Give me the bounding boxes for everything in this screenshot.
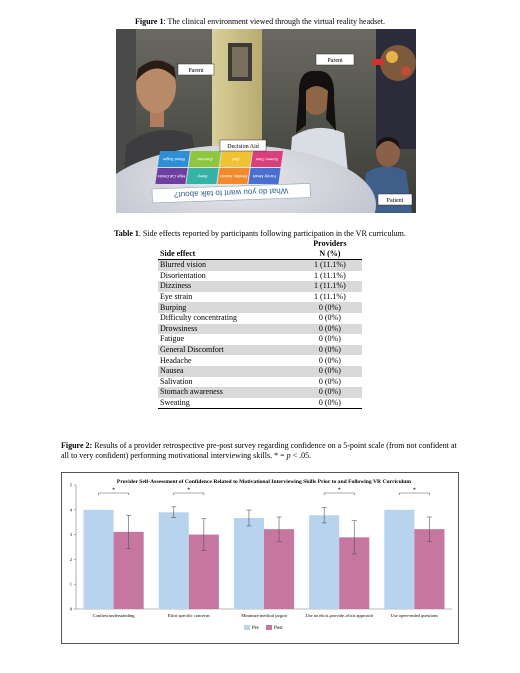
y-tick-label: 1 <box>69 581 72 587</box>
significance-marker: * <box>337 487 341 494</box>
bar-pre <box>159 512 189 609</box>
board-tile-label: Blood Sugar <box>162 157 186 162</box>
legend-swatch-pre <box>244 625 250 630</box>
providers-count-cell: 0 (0%) <box>298 302 362 313</box>
parent-left-label: Parent <box>188 68 204 74</box>
bar-pre <box>84 510 114 609</box>
y-tick-label: 2 <box>69 556 72 562</box>
side-effect-cell: Sweating <box>158 398 298 409</box>
table-1-caption-text: . Side effects reported by participants following participation in the VR curriculum. <box>138 229 406 238</box>
providers-count-cell: 1 (11.1%) <box>298 260 362 271</box>
side-effect-cell: Disorientation <box>160 270 206 280</box>
figure-2-label: Figure 2: <box>61 441 93 450</box>
header-providers <box>298 239 362 260</box>
board-tile-label: Sleep <box>196 174 208 179</box>
bar-pre <box>309 515 339 609</box>
figure-2-caption-p: p <box>286 451 291 460</box>
board-tile-label: Exercise <box>196 157 213 162</box>
side-effect-cell: Dizziness <box>158 281 298 292</box>
providers-count-cell: 1 (11.1%) <box>314 292 346 302</box>
table-row <box>158 366 362 377</box>
table-1-label: Table 1 <box>114 229 139 238</box>
table-row <box>158 324 362 335</box>
bar-pre <box>384 510 414 609</box>
providers-count-cell: 0 (0%) <box>298 366 362 377</box>
x-category-label: Confirm understanding <box>92 613 135 618</box>
side-effect-cell: Fatigue <box>160 334 184 344</box>
bar-chart-svg <box>62 473 458 643</box>
figure-2-caption-end: < .05. <box>290 451 312 460</box>
table-row <box>158 345 362 356</box>
y-tick-label: 4 <box>69 507 72 513</box>
board-tile-label: High Cal Drinks <box>157 174 186 179</box>
chart-title: Provider Self-Assessment of Confidence Related to Motivational Interviewing Skills Prior to and Following VR Curriculum <box>116 479 412 485</box>
table-row <box>158 355 362 366</box>
legend-swatch-post <box>266 625 272 630</box>
significance-marker: * <box>187 487 191 494</box>
figure-1-label: Figure 1 <box>134 17 164 26</box>
x-category-label: Elicit specific concerns <box>167 613 210 618</box>
parent-right-label: Parent <box>327 58 343 64</box>
vr-scene-illustration <box>116 29 416 213</box>
board-tile-label: Healthy Snacks <box>219 174 248 179</box>
table-row <box>158 271 362 282</box>
side-effect-cell: General Discomfort <box>158 345 298 356</box>
header-providers-line1: Providers <box>313 239 347 248</box>
side-effect-cell: Drowsiness <box>158 324 298 335</box>
side-effect-cell: Headache <box>160 355 192 365</box>
figure-1-caption-text: : The clinical environment viewed through the virtual reality headset. <box>163 17 386 26</box>
x-category-label: Use an elicit–provide–elicit approach <box>305 613 373 618</box>
board-tile-label: Family Meals <box>252 174 277 179</box>
side-effect-cell: Salivation <box>160 376 193 386</box>
providers-count-cell: 0 (0%) <box>318 334 341 344</box>
table-row <box>158 313 362 324</box>
table-row <box>158 292 362 303</box>
significance-marker: * <box>112 487 116 494</box>
board-prompt-label: What do you want to talk about? <box>173 186 289 200</box>
side-effect-cell: Blurred vision <box>158 260 298 271</box>
table-1-caption <box>0 229 520 239</box>
y-tick-label: 0 <box>69 606 72 612</box>
header-providers-line2: N (%) <box>319 249 341 258</box>
figure-1-caption <box>0 17 520 27</box>
table-row <box>158 387 362 398</box>
confidence-bar-chart <box>61 472 459 644</box>
board-tile-label: Screen Time <box>255 157 279 162</box>
header-side-effect: Side effect <box>158 239 298 260</box>
table-row <box>158 377 362 388</box>
board-tile-label: Diet <box>231 157 240 162</box>
vr-clinic-image <box>116 29 416 213</box>
patient-label: Patient <box>386 198 404 204</box>
table-header-row <box>158 239 362 260</box>
legend-label-pre: Pre <box>252 626 259 631</box>
providers-count-cell: 1 (11.1%) <box>298 281 362 292</box>
providers-count-cell: 1 (11.1%) <box>314 270 346 280</box>
side-effect-cell: Burping <box>158 302 298 313</box>
side-effect-cell: Stomach awareness <box>158 387 298 398</box>
x-category-label: Use open-ended questions <box>390 613 439 618</box>
table-row <box>158 334 362 345</box>
table-row <box>158 260 362 271</box>
decision-aid-label: Decision Aid <box>227 144 259 150</box>
legend-label-post: Post <box>274 626 283 631</box>
providers-count-cell: 0 (0%) <box>298 345 362 356</box>
side-effect-cell: Difficulty concentrating <box>160 313 237 323</box>
y-tick-label: 5 <box>69 482 72 488</box>
providers-count-cell: 0 (0%) <box>298 387 362 398</box>
bar-pre <box>234 518 264 609</box>
side-effects-table-body <box>158 260 362 409</box>
y-tick-label: 3 <box>69 532 72 538</box>
table-row <box>158 302 362 313</box>
providers-count-cell: 0 (0%) <box>298 324 362 335</box>
side-effect-cell: Nausea <box>158 366 298 377</box>
side-effect-cell: Eye strain <box>160 292 193 302</box>
figure-2-caption-text: Results of a provider retrospective pre-post survey regarding confidence on a 5-point scale (from not confident at all to very confident) performing motivational interviewing skills. * = <box>61 441 457 460</box>
side-effects-table <box>158 239 362 409</box>
table-row <box>158 398 362 409</box>
table-row <box>158 281 362 292</box>
significance-marker: * <box>412 487 416 494</box>
providers-count-cell: 0 (0%) <box>298 398 362 409</box>
figure-2-caption <box>61 441 461 461</box>
providers-count-cell: 0 (0%) <box>318 355 341 365</box>
x-category-label: Minimize medical jargon <box>241 613 287 618</box>
providers-count-cell: 0 (0%) <box>318 313 341 323</box>
providers-count-cell: 0 (0%) <box>318 376 341 386</box>
